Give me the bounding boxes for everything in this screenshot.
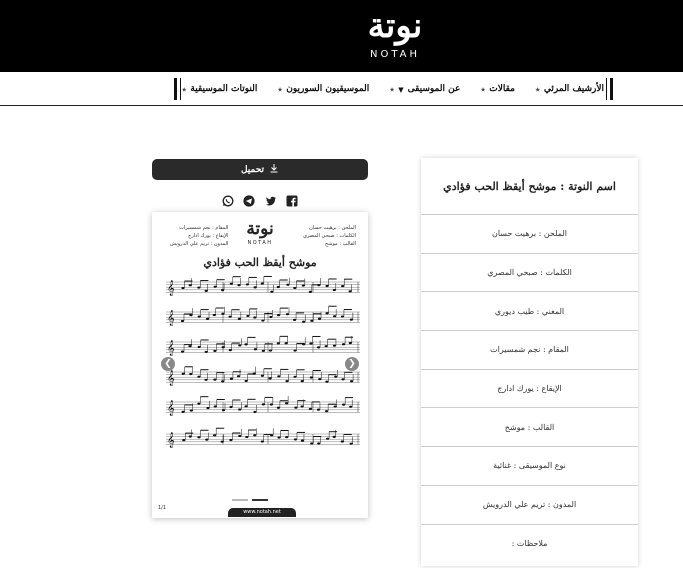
share-buttons (222, 191, 298, 205)
svg-text:𝄞: 𝄞 (167, 401, 175, 416)
sheet-footer-url: www.notah.net (228, 508, 296, 517)
info-rows (421, 215, 638, 563)
nav-separator-icon: ٭ (182, 84, 187, 94)
info-row: نوع الموسيقى : غنائية (421, 447, 638, 486)
nav-items (182, 78, 604, 100)
nav-item-label: النوتات الموسيقية (190, 84, 258, 94)
download-icon (269, 163, 279, 176)
nav-item-3[interactable] (390, 84, 461, 94)
nav-item-2[interactable] (278, 84, 369, 94)
info-row: المدون : تريم علي الدرويش (421, 486, 638, 525)
prev-page-button[interactable]: ❮ (161, 357, 175, 371)
site-header (0, 0, 683, 72)
main-nav (0, 72, 683, 106)
nav-separator-icon: ٭ (480, 84, 486, 94)
music-staff (166, 306, 360, 326)
info-title: اسم النوتة : موشح أيقظ الحب فؤادي (421, 158, 638, 215)
chevron-down-icon: ▼ (398, 84, 404, 94)
nav-separator-icon: ٭ (535, 84, 540, 94)
twitter-icon[interactable] (265, 192, 277, 204)
info-row: المغني : طيب ديوري (421, 292, 638, 331)
telegram-icon[interactable] (243, 192, 255, 204)
notation-info-card (421, 158, 638, 566)
sheet-logo (240, 218, 280, 246)
nav-item-label: مقالات (489, 84, 515, 94)
svg-text:𝄞: 𝄞 (167, 281, 175, 296)
nav-item-label: الموسيقيون السوريون (286, 84, 370, 94)
nav-divider-right (610, 78, 613, 100)
sheet-logo-english: NOTAH (247, 240, 273, 246)
sheet-music-viewer (152, 212, 368, 518)
nav-separator-icon: ٭ (277, 84, 283, 94)
page-dot[interactable] (232, 499, 248, 501)
info-row: القالب : موشح (421, 408, 638, 447)
next-page-button[interactable]: ❯ (345, 357, 359, 371)
music-staves (166, 274, 360, 494)
sheet-meta-left (170, 224, 228, 248)
nav-item-4[interactable] (481, 84, 515, 94)
sheet-title: موشح أيقظ الحب فؤادي (203, 256, 317, 269)
facebook-icon[interactable] (286, 192, 298, 204)
nav-divider-left (174, 78, 177, 100)
nav-separator-icon: ٭ (389, 84, 395, 94)
sheet-page-number: 1/1 (158, 505, 167, 511)
info-row: الملحن : برهيت حسان (421, 215, 638, 254)
page-indicator (232, 499, 272, 501)
download-button[interactable] (152, 159, 368, 180)
sheet-meta-line: الملحن : برهيت حسان (309, 225, 356, 231)
sheet-meta-line: الكلمات : صبحي المصري (303, 233, 356, 239)
music-staff (166, 336, 360, 356)
info-row: الإيقاع : يورك ادارج (421, 370, 638, 409)
whatsapp-icon[interactable] (222, 192, 234, 204)
music-staff (166, 396, 360, 416)
nav-item-5[interactable] (536, 84, 604, 94)
music-staff (166, 276, 360, 296)
nav-item-label: الأرشيف المرئي (543, 84, 604, 94)
sheet-meta-line: القالب : موشح (325, 241, 356, 247)
logo-arabic-text: نوتة (367, 6, 423, 46)
music-staff (166, 367, 360, 386)
nav-item-1[interactable] (182, 84, 257, 94)
info-row: ملاحظات : (511, 539, 548, 549)
nav-item-label: عن الموسيقى (407, 84, 461, 94)
info-row: الكلمات : صبحي المصري (421, 254, 638, 293)
sheet-meta-right (303, 224, 356, 248)
svg-text:𝄞: 𝄞 (167, 311, 175, 326)
info-row: المقام : نجم شمسيرات (421, 331, 638, 370)
svg-text:𝄞: 𝄞 (167, 341, 175, 356)
sheet-meta-line: المقام : نجم شمسيرات (179, 225, 229, 231)
logo-english-text: NOTAH (369, 49, 421, 60)
svg-text:𝄞: 𝄞 (167, 433, 175, 448)
music-staff (166, 428, 360, 448)
site-logo[interactable] (358, 4, 432, 68)
sheet-meta-line: المدون : تريم علي الدرويش (170, 241, 229, 247)
sheet-meta-line: الإيقاع : يورك ادارج (188, 233, 229, 239)
page-dot[interactable] (252, 499, 268, 501)
download-label: تحميل (240, 164, 265, 175)
svg-text:𝄞: 𝄞 (167, 371, 175, 386)
sheet-logo-arabic: نوتة (246, 219, 274, 239)
